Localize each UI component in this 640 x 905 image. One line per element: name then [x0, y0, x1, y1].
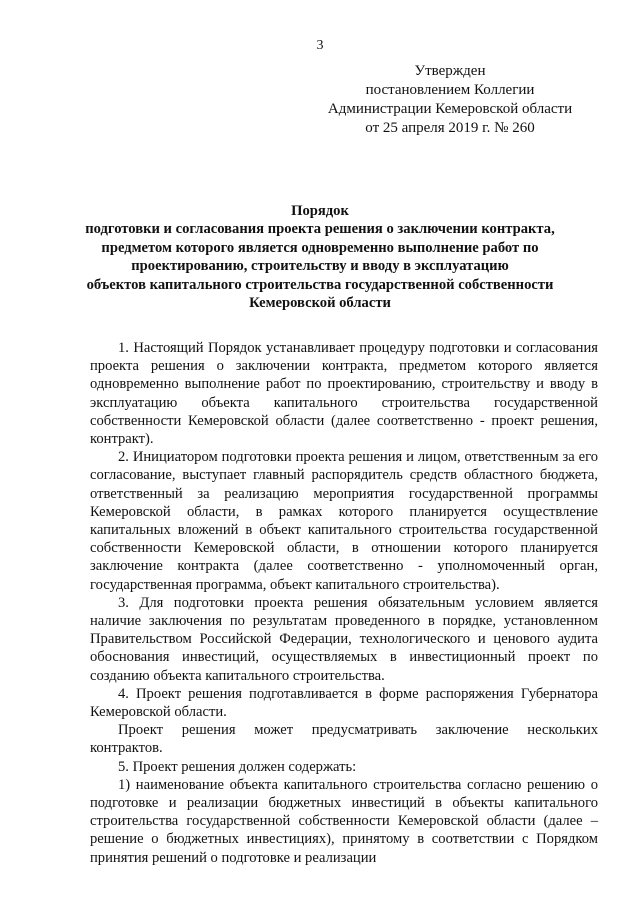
document-body	[90, 339, 598, 867]
paragraph-4: 4. Проект решения подготавливается в форме распоряжения Губернатора Кемеровской области.	[90, 685, 598, 721]
approval-line: от 25 апреля 2019 г. № 260	[365, 120, 535, 136]
page-number: 3	[316, 38, 324, 53]
paragraph-3: 3. Для подготовки проекта решения обязательным условием является наличие заключения по результатам проведенного в порядке, установленном Правительством Российской Федерации, технологического и ценового аудита обоснования инвестиций, осуществляемых в инвестиционный проект по созданию объекта капитального строительства.	[90, 594, 598, 684]
paragraph-5: 5. Проект решения должен содержать:	[118, 758, 357, 775]
document-title	[60, 202, 580, 312]
approval-line: постановлением Коллегии	[365, 82, 535, 98]
title-line: подготовки и согласования проекта решения о заключении контракта,	[85, 221, 555, 238]
paragraph-1: 1. Настоящий Порядок устанавливает процедуру подготовки и согласования проекта решения о заключении контракта, предметом которого является одновременно выполнение работ по проектированию, строительству и вводу в эксплуатацию объекта капитального строительства государственной собственности Кемеровской области (далее соответственно - проект решения, контракт).	[90, 340, 598, 448]
approval-line: Утвержден	[414, 63, 486, 79]
paragraph-4-note: Проект решения может предусматривать заключение нескольких контрактов.	[90, 722, 598, 757]
approval-line: Администрации Кемеровской области	[327, 101, 573, 117]
paragraph-2: 2. Инициатором подготовки проекта решения и лицом, ответственным за его согласование, выступает главный распорядитель средств областного бюджета, ответственный за реализацию мероприятия государственной программы Кемеровской области, в рамках которого планируется осуществление капитальных вложений в объект капитального строительства государственной собственности Кемеровской области, в отношении которого планируется заключение контракта (далее соответственно - уполномоченный орган, государственная программа, объект капитального строительства).	[90, 449, 598, 593]
title-line: проектированию, строительству и вводу в эксплуатацию	[131, 258, 509, 275]
paragraph-5-item-1: 1) наименование объекта капитального строительства согласно решению о подготовке и реализации бюджетных инвестиций в объекты капитального строительства государственной собственности Кемеровской области (далее – решение о бюджетных инвестициях), принятому в соответствии с Порядком принятия решений о подготовке и реализации	[90, 776, 598, 866]
title-line: предметом которого является одновременно выполнение работ по	[101, 239, 539, 256]
title-line: Порядок	[291, 203, 349, 219]
title-line: объектов капитального строительства государственной собственности	[86, 276, 554, 293]
approval-block	[300, 62, 600, 138]
title-line: Кемеровской области	[249, 295, 391, 312]
